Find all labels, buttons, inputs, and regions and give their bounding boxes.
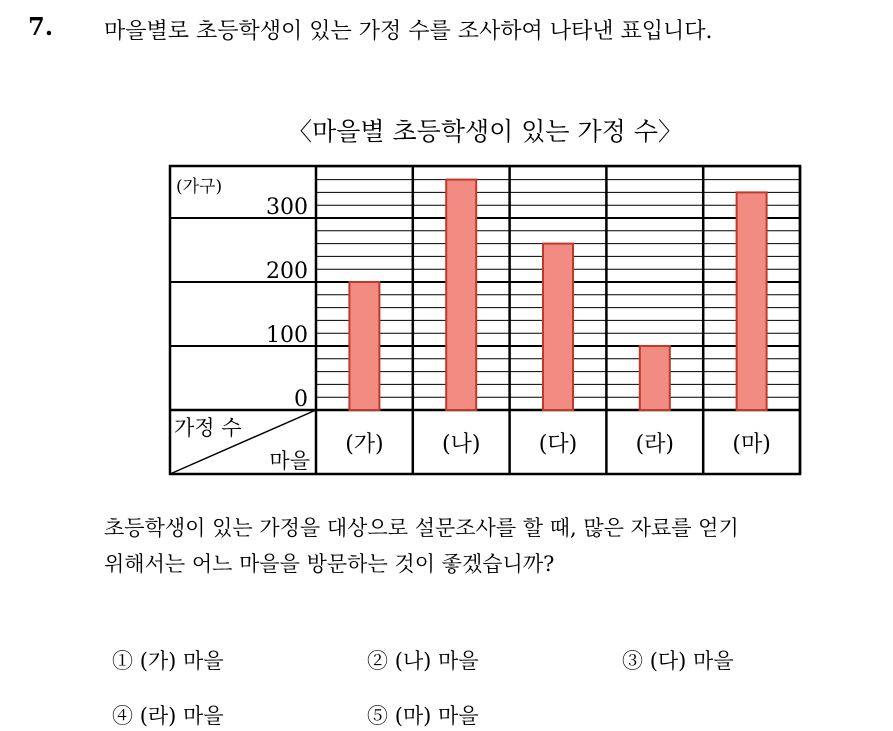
y-tick-label: 0 xyxy=(294,387,308,412)
y-tick-label: 200 xyxy=(266,259,308,284)
choice-mark: ⑤ xyxy=(367,704,388,728)
bar-5 xyxy=(737,192,767,410)
choice-mark: ① xyxy=(112,649,133,673)
y-tick-label: 100 xyxy=(266,323,308,348)
bar-3 xyxy=(543,244,573,410)
header-bottom-label: 마을 xyxy=(269,449,310,473)
category-label: (마) xyxy=(732,432,771,457)
choice-label: (다) 마을 xyxy=(649,649,734,673)
y-tick-label: 300 xyxy=(266,195,308,220)
choice-5[interactable] xyxy=(367,700,479,730)
choice-label: (마) 마을 xyxy=(394,704,479,728)
question-number: 7. xyxy=(28,12,54,41)
chart-title: 〈마을별 초등학생이 있는 가정 수〉 xyxy=(287,117,683,146)
choice-4[interactable] xyxy=(112,700,224,730)
choice-mark: ④ xyxy=(112,704,133,728)
choice-label: (라) 마을 xyxy=(139,704,224,728)
choice-3[interactable] xyxy=(622,645,734,675)
question-body-line-2: 위해서는 어느 마을을 방문하는 것이 좋겠습니까? xyxy=(104,552,555,576)
choice-2[interactable] xyxy=(367,645,479,675)
bar-2 xyxy=(446,180,476,410)
unit-label: (가구) xyxy=(176,177,223,197)
bar-4 xyxy=(640,346,670,410)
question-text: 마을별로 초등학생이 있는 가정 수를 조사하여 나타낸 표입니다. xyxy=(104,19,713,44)
choice-label: (가) 마을 xyxy=(139,649,224,673)
category-label: (가) xyxy=(345,432,384,457)
category-label: (라) xyxy=(635,432,675,457)
bar-1 xyxy=(349,282,379,410)
category-label: (나) xyxy=(441,432,481,457)
choice-label: (나) 마을 xyxy=(394,649,479,673)
header-top-label: 가정 수 xyxy=(174,416,242,440)
choice-1[interactable] xyxy=(112,645,224,675)
choice-mark: ③ xyxy=(622,649,643,673)
choice-mark: ② xyxy=(367,649,388,673)
question-body-line-1: 초등학생이 있는 가정을 대상으로 설문조사를 할 때, 많은 자료를 얻기 xyxy=(104,516,739,540)
category-label: (다) xyxy=(538,432,578,457)
